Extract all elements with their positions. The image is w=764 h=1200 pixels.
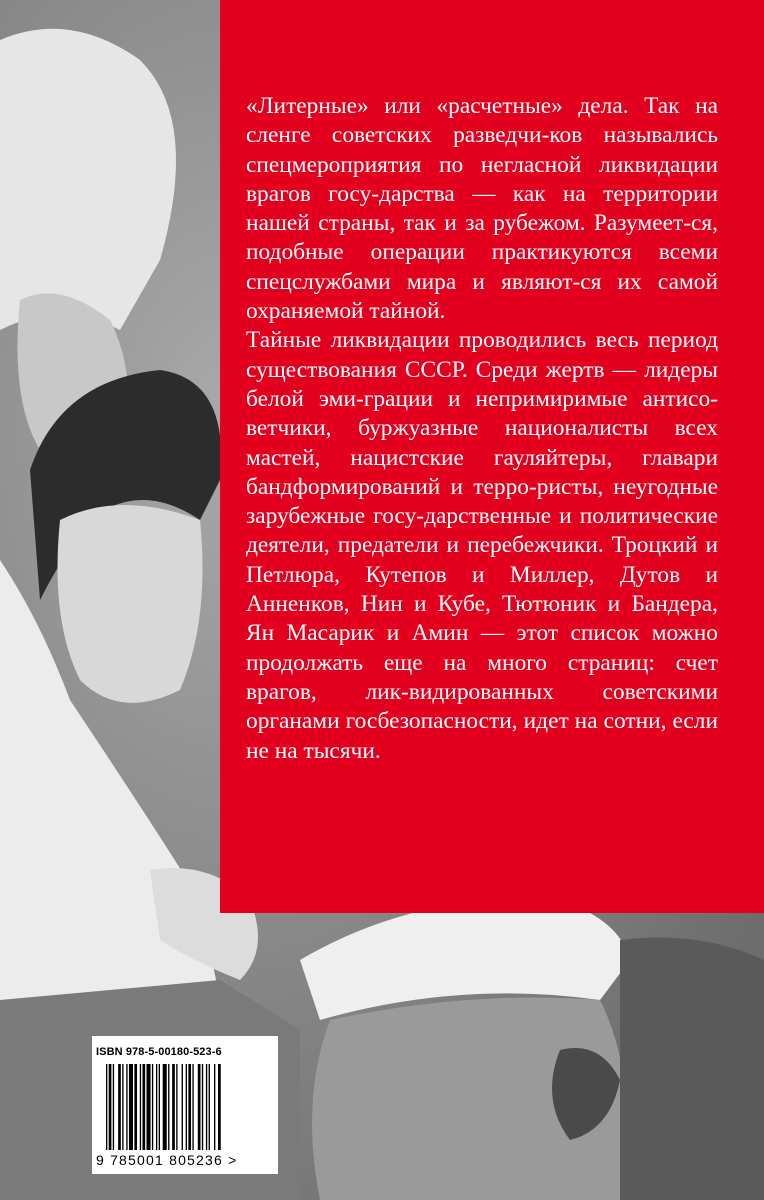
barcode-bar bbox=[106, 1064, 107, 1150]
barcode-bar bbox=[176, 1064, 177, 1150]
isbn-number: ISBN 978-5-00180-523-6 bbox=[96, 1046, 222, 1058]
barcode-bar bbox=[218, 1064, 221, 1150]
barcode-bar bbox=[140, 1064, 141, 1150]
blurb-paragraph-2: Тайные ликвидации проводились весь период существования СССР. Среди жертв — лидеры белой эми-грации и непримиримые антисо-ветчики, буржуазные националисты всех мастей, нацистские гауляйтеры, главари бандформирований и терро-ристы, неугодные зарубежные госу-дарственные и политические деятели, предатели и перебежчики. Троцкий и Петлюра, Кутепов и Миллер, Дутов и Анненков, Нин и Кубе, Тютюник и Бандера, Ян Масарик и Амин — этот список можно продолжать еще на много страниц: счет врагов, лик-видированных советскими органами госбезопасности, идет на сотни, если не на тысячи. bbox=[246, 327, 718, 764]
barcode-bars bbox=[106, 1064, 264, 1150]
barcode-bar bbox=[126, 1064, 127, 1150]
barcode-bar bbox=[159, 1064, 160, 1150]
barcode-bar bbox=[214, 1064, 215, 1150]
barcode-bar bbox=[109, 1064, 112, 1150]
barcode-bar bbox=[156, 1064, 157, 1150]
barcode-bar bbox=[129, 1064, 133, 1150]
barcode-digits: 9 785001 805236 > bbox=[96, 1152, 238, 1168]
barcode-bar bbox=[147, 1064, 151, 1150]
barcode-bar bbox=[182, 1064, 183, 1150]
barcode-bar bbox=[134, 1064, 137, 1150]
barcode-bar bbox=[188, 1064, 191, 1150]
barcode-bar bbox=[192, 1064, 193, 1150]
barcode-bar bbox=[118, 1064, 121, 1150]
back-cover-blurb bbox=[246, 92, 718, 766]
barcode-bar bbox=[168, 1064, 169, 1150]
barcode-bar bbox=[202, 1064, 203, 1150]
barcode-bar bbox=[206, 1064, 207, 1150]
barcode-bar bbox=[198, 1064, 201, 1150]
barcode-bar bbox=[209, 1064, 210, 1150]
barcode-bar bbox=[172, 1064, 175, 1150]
barcode-bar bbox=[113, 1064, 114, 1150]
barcode-bar bbox=[122, 1064, 123, 1150]
barcode-bar bbox=[142, 1064, 145, 1150]
barcode-bar bbox=[186, 1064, 187, 1150]
isbn-barcode bbox=[92, 1036, 278, 1174]
barcode-bar bbox=[163, 1064, 167, 1150]
blurb-paragraph-1: «Литерные» или «расчетные» дела. Так на сленге советских разведчи-ков назывались спецмероприятия по негласной ликвидации врагов госу-дарства — как на территории нашей страны, так и за рубежом. Разумеет-ся, подобные операции практикуются всеми спецслужбами мира и являют-ся их самой охраняемой тайной. bbox=[246, 93, 718, 325]
barcode-bar bbox=[152, 1064, 153, 1150]
